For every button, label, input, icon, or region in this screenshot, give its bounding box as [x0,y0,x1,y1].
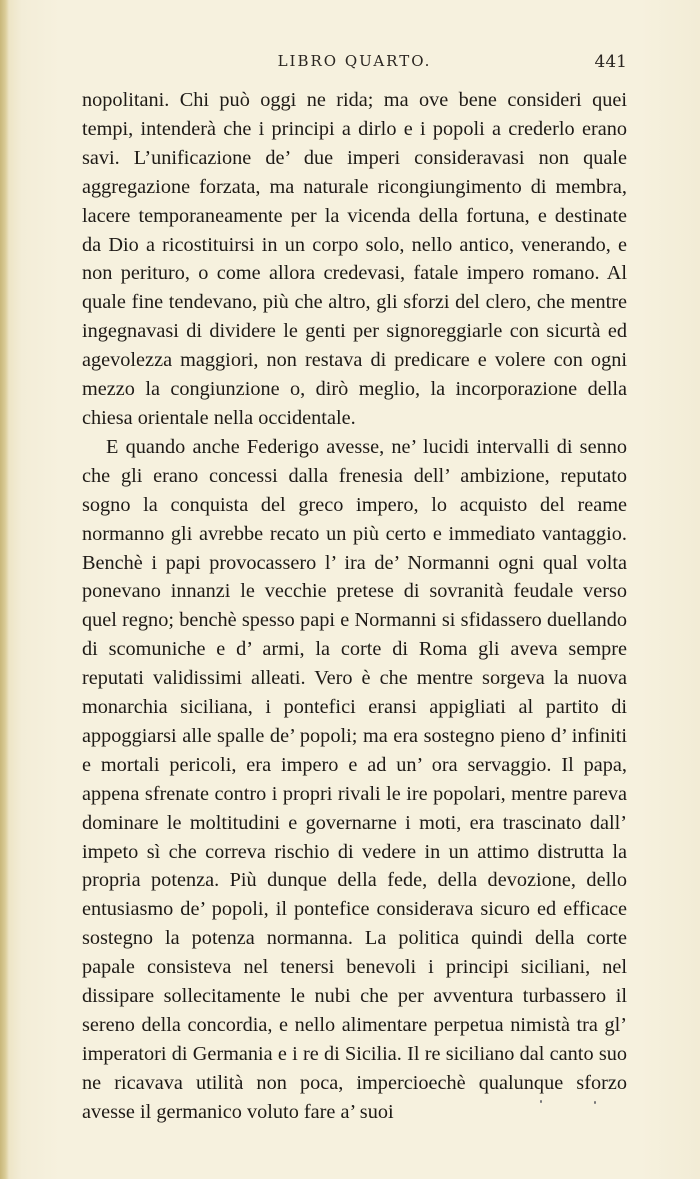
paragraph-continued: nopolitani. Chi può oggi ne rida; ma ove bene consideri quei tempi, intenderà che i principi a dirlo e i popoli a crederlo erano savi. L’unificazione de’ due imperi consideravasi non quale aggregazione forzata, ma naturale ricongiungimento di membra, lacere temporaneamente per la vicenda della fortuna, e destinate da Dio a ricostituirsi in un corpo solo, nello antico, venerando, e non perituro, o come allora credevasi, fatale impero romano. Al quale fine tendevano, più che altro, gli sforzi del clero, che mentre ingegnavasi di dividere le genti per signoreggiarle con sicurtà ed agevolezza maggiori, non restava di predicare e volere con ogni mezzo la congiunzione o, dirò meglio, la incorporazione della chiesa orientale nella occidentale. [82,89,627,429]
paragraph: E quando anche Federigo avesse, ne’ lucidi intervalli di senno che gli erano concessi dalla frenesia dell’ ambizione, reputato sogno la conquista del greco impero, lo acquisto del reame normanno gli avrebbe recato un più certo e immediato vantaggio. Benchè i papi provocassero l’ ira de’ Normanni ogni qual volta ponevano innanzi le vecchie pretese di sovranità feudale verso quel regno; benchè spesso papi e Normanni si sfidassero duellando di scomuniche e d’ armi, la corte di Roma gli aveva sempre reputati validissimi alleati. Vero è che mentre sorgeva la nuova monarchia siciliana, i pontefici eransi appigliati al partito di appoggiarsi alle spalle de’ popoli; ma era sostegno pieno d’ infiniti e mortali pericoli, era impero e ad un’ ora servaggio. Il papa, appena sfrenate contro i propri rivali le ire popolari, mentre pareva dominare le moltitudini e governarne i moti, era trascinato dall’ impeto sì che correva rischio di vedere in un attimo distrutta la propria potenza. Più dunque della fede, della devozione, dello entusiasmo de’ popoli, il pontefice considerava sicuro ed efficace sostegno la potenza normanna. La politica quindi della corte papale consisteva nel tenersi benevoli i principi siciliani, nel dissipare sollecitamente le nubi che per avventura turbassero il sereno della concordia, e nello alimentare perpetua nimistà tra gl’ imperatori di Germania e i re di Sicilia. Il re siciliano dal canto suo ne ricavava utilità non poca, impercioechè qualunque sforzo avesse il germanico voluto fare a’ suoi [82,435,627,1123]
page-number: 441 [594,52,627,72]
running-title: LIBRO QUARTO. [277,52,432,70]
ink-speck [540,1100,542,1103]
body-text [82,86,627,1127]
binding-edge [0,0,9,1179]
page-header [82,52,627,76]
ink-speck [594,1101,596,1104]
